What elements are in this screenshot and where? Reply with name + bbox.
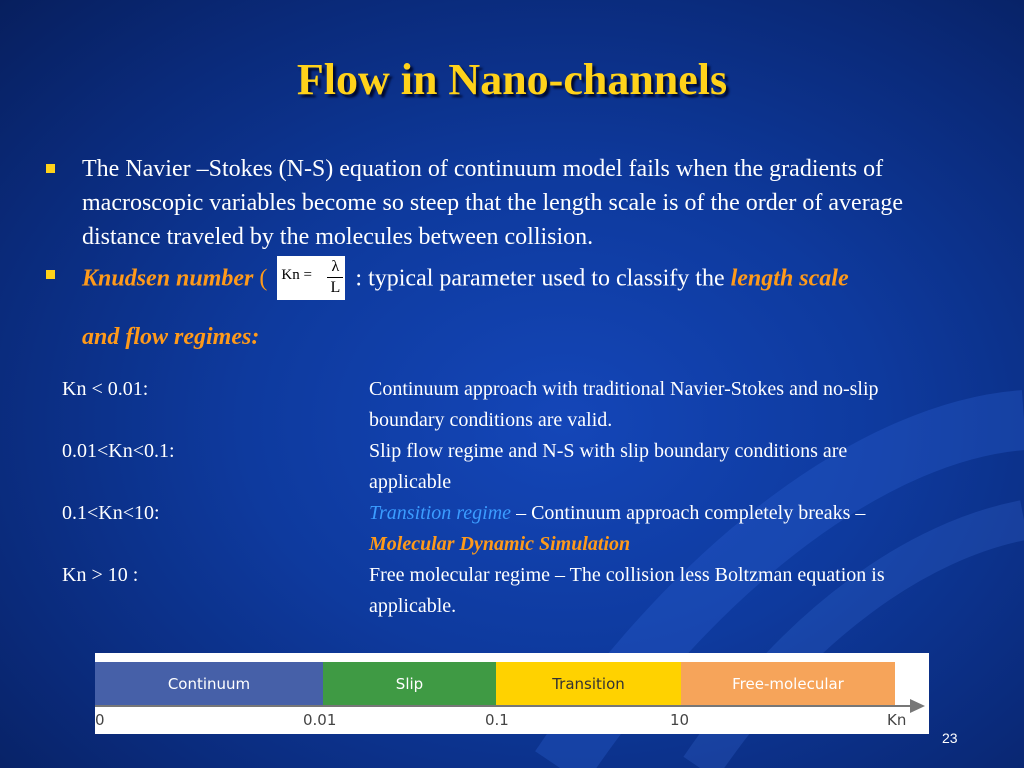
bullet-list (44, 152, 984, 354)
tick-label: 0.1 (485, 711, 509, 729)
regime-condition: Kn < 0.01: (62, 378, 149, 400)
knudsen-formula (277, 256, 345, 300)
regime-description: Free molecular regime – The collision less Boltzman equation is applicable. (369, 564, 885, 617)
regime-row (62, 498, 942, 560)
regime-description (369, 498, 929, 560)
knudsen-desc: : typical parameter used to classify the (349, 265, 731, 292)
regime-row (62, 560, 942, 622)
regime-row (62, 436, 942, 498)
emph-flow-regimes: and flow regimes: (82, 324, 260, 350)
tick-label: 0 (95, 711, 105, 729)
regime-row (62, 374, 942, 436)
bullet-knudsen (44, 258, 984, 354)
tick-label: 10 (670, 711, 690, 729)
tick-label: 0.01 (303, 711, 337, 729)
segment-continuum: Continuum (95, 662, 323, 706)
bullet-square-icon (46, 270, 55, 279)
bullet-text: The Navier –Stokes (N-S) equation of continuum model fails when the gradients of macroscopic variables become so steep that the length scale is of the order of average distance traveled by the molecules between collision. (82, 156, 903, 250)
scale-arrow (95, 653, 929, 734)
slide-title: Flow in Nano-channels (296, 55, 728, 104)
formula-denominator: L (330, 279, 341, 296)
formula-lhs: Kn = (281, 267, 312, 283)
regime-condition: Kn > 10 : (62, 564, 139, 586)
open-paren: ( (259, 265, 268, 292)
md-simulation-text: Molecular Dynamic Simulation (369, 533, 631, 555)
formula-numerator: λ (331, 258, 340, 275)
transition-regime-text: Transition regime (369, 502, 512, 524)
regime-condition: 0.1<Kn<10: (62, 502, 160, 524)
regime-condition: 0.01<Kn<0.1: (62, 440, 175, 462)
tick-label: Kn (887, 711, 907, 729)
emph-length-scale: length scale (730, 265, 849, 292)
regime-description: Continuum approach with traditional Navier-Stokes and no-slip boundary conditions are valid. (369, 378, 879, 431)
segment-free-molecular: Free-molecular (681, 662, 895, 706)
segment-transition: Transition (496, 662, 681, 706)
transition-desc-text: – Continuum approach completely breaks – (511, 502, 866, 524)
bullet-square-icon (46, 164, 55, 173)
knudsen-scale-diagram (95, 653, 929, 734)
page-number: 23 (942, 730, 958, 746)
regime-table (62, 374, 942, 622)
knudsen-term: Knudsen number (82, 265, 254, 292)
formula-fraction (327, 258, 343, 297)
regime-description: Slip flow regime and N-S with slip boundary conditions are applicable (369, 440, 848, 493)
segment-slip: Slip (323, 662, 496, 706)
bullet-navier-stokes (44, 152, 984, 254)
